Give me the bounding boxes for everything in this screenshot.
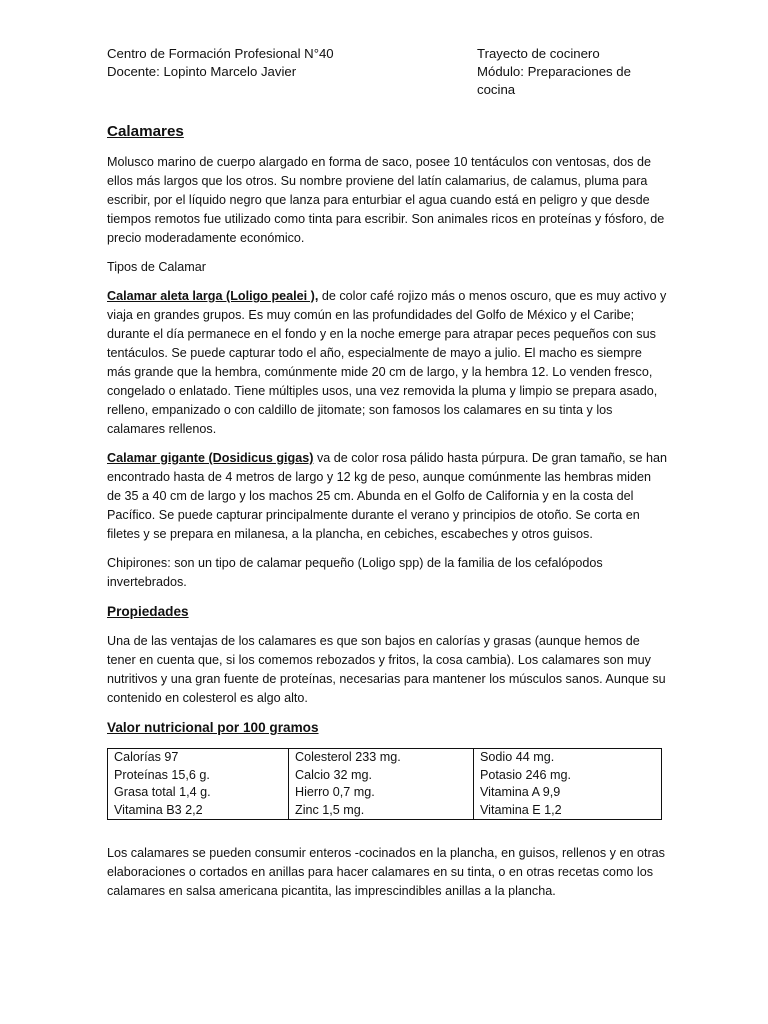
nutrition-col-1 — [108, 749, 289, 820]
table-row — [108, 749, 662, 820]
nutrition-heading: Valor nutricional por 100 gramos — [107, 720, 319, 735]
teacher-name: Docente: Lopinto Marcelo Javier — [107, 64, 297, 79]
nutrition-col-2 — [289, 749, 474, 820]
header-row-1 — [107, 45, 667, 63]
institution-name: Centro de Formación Profesional N°40 — [107, 46, 334, 61]
type-giant-name: Calamar gigante (Dosidicus gigas) — [107, 451, 314, 465]
header-row-2 — [107, 63, 667, 99]
nutrition-cell: Hierro 0,7 mg. — [295, 785, 375, 799]
nutrition-cell: Vitamina A 9,9 — [480, 785, 561, 799]
nutrition-cell: Potasio 246 mg. — [480, 767, 572, 782]
type-long-fin-name: Calamar aleta larga (Loligo pealei ), — [107, 289, 319, 303]
nutrition-cell: Vitamina B3 2,2 — [114, 802, 203, 817]
properties-heading: Propiedades — [107, 604, 189, 619]
closing-paragraph: Los calamares se pueden consumir enteros -cocinados en la plancha, en guisos, rellenos y en otras elaboraciones o cortados en anillas para hacer calamares en su tinta, o en otras recetas como los calamares en salsa americana picantita, las imprescindibles anillas a la plancha. — [107, 846, 665, 898]
intro-paragraph: Molusco marino de cuerpo alargado en forma de saco, posee 10 tentáculos con ventosas, dos de ellos más largos que los otros. Su nombre proviene del latín calamarius, de calamus, pluma para escribir, por el líquido negro que lanza para enturbiar el agua cuando está en peligro y que desde tiempos remotos fue utilizado como tinta para escribir. Son animales ricos en proteínas y fósforo, de precio moderadamente económico. — [107, 155, 665, 245]
nutrition-table — [107, 748, 662, 820]
nutrition-col-3 — [474, 749, 662, 820]
nutrition-cell: Calcio 32 mg. — [295, 767, 372, 782]
type-long-fin-text: de color café rojizo más o menos oscuro, que es muy activo y viaja en grandes grupos. Es muy común en las profundidades del Golfo de México y el Caribe; durante el día permanece en el fondo y en la noche emerge para atrapar peces pequeños con sus tentáculos. Se puede capturar todo el año, especialmente de mayo a julio. El macho es siempre más grande que la hembra, comúnmente mide 20 cm de largo, y la hembra 12. Lo venden fresco, congelado o enlatado. Tiene múltiples usos, una vez removida la pluma y limpio se prepara asado, relleno, empanizado o con caldillo de jitomate; son famosos los calamares en su tinta y los calamares rellenos. — [107, 289, 667, 436]
chipirones-paragraph: Chipirones: son un tipo de calamar pequeño (Loligo spp) de la familia de los cefalópodos invertebrados. — [107, 556, 603, 589]
nutrition-cell: Colesterol 233 mg. — [295, 750, 401, 764]
document-body — [107, 121, 667, 911]
type-giant-paragraph — [107, 449, 667, 544]
nutrition-cell: Vitamina E 1,2 — [480, 802, 562, 817]
properties-paragraph: Una de las ventajas de los calamares es que son bajos en calorías y grasas (aunque hemos de tener en cuenta que, si los comemos rebozados y fritos, la cosa cambia). Los calamares son muy nutritivos y una gran fuente de proteínas, necesarias para mantener los músculos sanos. Aunque su contenido en colesterol es algo alto. — [107, 634, 666, 705]
page-title: Calamares — [107, 123, 184, 140]
nutrition-cell: Proteínas 15,6 g. — [114, 767, 210, 782]
types-heading: Tipos de Calamar — [107, 260, 206, 274]
module-name: Módulo: Preparaciones de cocina — [477, 64, 631, 97]
nutrition-cell: Sodio 44 mg. — [480, 750, 555, 764]
nutrition-cell: Zinc 1,5 mg. — [295, 802, 365, 817]
course-track: Trayecto de cocinero — [477, 46, 600, 61]
type-giant-text: va de color rosa pálido hasta púrpura. De gran tamaño, se han encontrado hasta de 4 metros de largo y 12 kg de peso, aunque comúnmente las hembras miden de 35 a 40 cm de largo y los machos 25 cm. Abunda en el Golfo de California y en la costa del Pacífico. Se puede capturar principalmente durante el verano y principios de otoño. Se corta en filetes y se prepara en milanesa, a la plancha, en cebiches, escabeches y otros guisos. — [107, 451, 667, 541]
nutrition-cell: Calorías 97 — [114, 750, 179, 764]
document-header — [107, 45, 667, 99]
nutrition-cell: Grasa total 1,4 g. — [114, 785, 211, 799]
type-long-fin-paragraph — [107, 287, 667, 439]
